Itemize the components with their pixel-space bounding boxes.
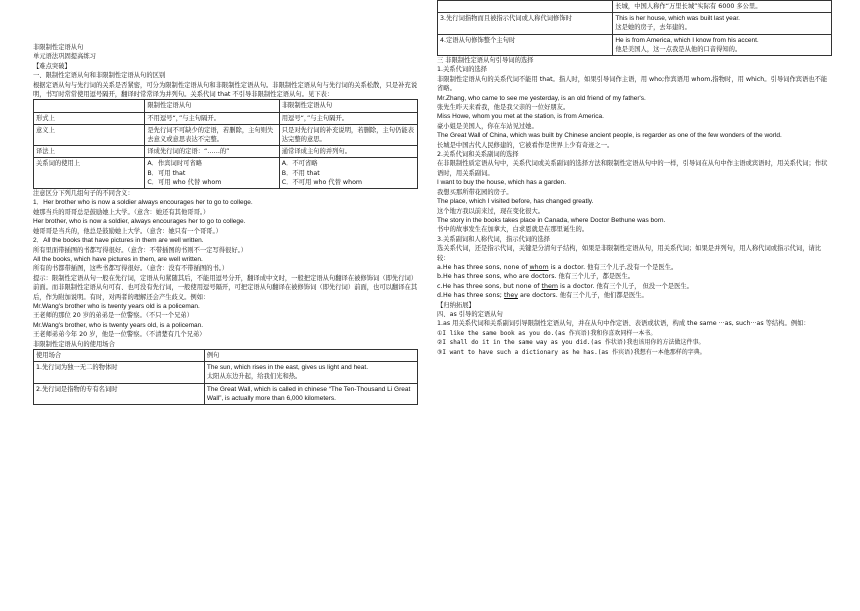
example-sentence: He is from America, which I know from his accent. <box>615 36 759 44</box>
tip-paragraph: 提示：限制性定语从句一般在先行词，定语从句紧随其后，不能用逗号分开，翻译成中文时，一般把定语从句翻译在被修饰词（即先行词）前面。而非限制性定语从句可有、也可没有先行词，一般使用逗号隔开，可把定语从句翻译在被修饰词（即先行词）前面，也可以翻译在其后，作为附加说明。有时，对两者的理解还会产生歧义。例如： <box>33 274 418 301</box>
table-cell <box>145 158 279 189</box>
example-line: 王老师弟弟今年 20 岁，他是一位警察。（不清楚有几个兄弟） <box>33 331 206 339</box>
s3-2-heading: 2.关系代词和关系副词的选择 <box>437 151 519 159</box>
s3-1-heading: 1.关系代词的选择 <box>437 66 488 74</box>
example-line: The story in the books takes place in Canada, where Doctor Bethune was born. <box>437 216 666 224</box>
example-translation: 这是她的房子，去年建的。 <box>615 24 691 32</box>
table-cell: 译法上 <box>34 146 145 158</box>
left-column <box>33 0 418 405</box>
table-cell: 是先行词不可缺少的定语，若删除，主句则失去意义或意思表达不完整。 <box>145 124 279 145</box>
compare-table <box>33 99 418 189</box>
note-line: 所有里面带插图的书都写得很好。（意含：不带插图的书则不一定写得很好。） <box>33 246 248 254</box>
example-line: Mr.Wang's brother, who is twenty years old, is a policeman. <box>33 321 204 329</box>
example-line: ③I want to have such a dictionary as he has.(as 作宾语)我想有一本他那样的字典。 <box>437 348 706 356</box>
table-cell: 1.先行词为独一无二的物体时 <box>34 362 205 383</box>
table-cell: 不用逗号“，”与主句隔开。 <box>145 112 279 124</box>
usage-item: A．作宾词时可省略 <box>147 160 203 168</box>
table-row <box>34 124 418 145</box>
table-row <box>34 146 418 158</box>
example-line: 书中的故事发生在加拿大，白求恩就是在那里诞生的。 <box>437 226 589 234</box>
table-cell: 使用场合 <box>34 349 205 361</box>
example-sentence: The sun, which rises in the east, gives us light and heat. <box>206 364 369 372</box>
table-row <box>34 112 418 124</box>
table-cell: 长城，中国人称作“万里长城”实际有 6000 多公里。 <box>613 1 832 13</box>
example-line: Miss Howe, whom you met at the station, is from America. <box>437 113 604 121</box>
table-row <box>438 1 832 13</box>
example-line: The Great Wall of China, which was built by Chinese ancient people, is regarder as one of the few wonders of the world. <box>437 132 782 140</box>
table-cell: 3.先行词指物而且被指示代词或人称代词修饰时 <box>438 13 613 34</box>
compare-example <box>437 272 832 281</box>
example-line: ②I shall do it in the same way as you did.(as 作状语)我也该用你的方法做这件事。 <box>437 339 705 347</box>
s4-text: 1.as 用关系代词和关系副词引导限制性定语从句，并在从句中作定语、表语或状语，构成 the same ···as, such···as 等结构。例如： <box>437 320 810 328</box>
example-line: 我想买那所带花园的房子。 <box>437 188 513 196</box>
note-line: 注意区分下列几组句子的不同含义： <box>33 190 134 198</box>
section3-heading: 三 非限制性定语从句引导词的选择 <box>437 57 534 65</box>
doc-title: 非限制性定语从句 <box>33 44 84 51</box>
example-line: Mr.Wang's brother who is twenty years old is a policeman. <box>33 302 200 310</box>
compare-example-pre: b.He has three sons, who are doctors. 他有三个儿子，都是医生。 <box>437 273 635 281</box>
s3-2-text: 在非限制性质定语从句中，关系代词或关系副词的选择方法和限制性定语从句中的一样，引导词在从句中作主语或宾语时，用关系代词；作状语时，用关系副词。 <box>437 160 828 177</box>
example-line: 这个地方我以前来过，现在变化很大。 <box>437 207 545 215</box>
compare-example <box>437 291 832 300</box>
occasion-table <box>33 349 418 405</box>
table-row <box>34 383 418 404</box>
table-row <box>438 34 832 55</box>
example-line: The place, which I visited before, has changed greatly. <box>437 198 594 206</box>
table-cell: 2.先行词是指物的专有名词时 <box>34 383 205 404</box>
table-cell: 意义上 <box>34 124 145 145</box>
note-line: 2．All the books that have pictures in them are well written. <box>33 237 204 245</box>
s3-3-text: 选关系代词，还是指示代词，关键是分清句子结构，如果是非限制性定语从句，用关系代词；如果是并列句，用人称代词或指示代词，请比较： <box>437 245 822 262</box>
example-line: Mr.Zhang, who came to see me yesterday, is an old friend of my father's. <box>437 94 646 102</box>
table-cell: 只是对先行词的补充说明，若删除，主句仍能表达完整的意思。 <box>279 124 417 145</box>
compare-example-post: are doctors. 他有三个儿子，他们都是医生。 <box>518 292 648 300</box>
compare-example-underlined: they <box>503 292 518 300</box>
table-cell <box>613 34 832 55</box>
example-translation: 太阳从东边升起，给我们光和热。 <box>206 373 302 381</box>
tag-difficulty: 【难点突破】 <box>33 62 71 70</box>
compare-example <box>437 263 832 272</box>
table-cell: 限制性定语从句 <box>145 100 279 112</box>
table-row <box>34 158 418 189</box>
example-line: 王老师的那位 20 岁的弟弟是一位警察。（不只一个兄弟） <box>33 312 193 320</box>
note-line: 1．Her brother who is now a soldier always encourages her to go to college. <box>33 199 253 207</box>
usage-item: B．不用 that <box>281 169 320 177</box>
example-line: 长城是中国古代人民修建的，它被看作是世界上少有奇迹之一。 <box>437 141 614 149</box>
s3-1-text: 非限制性定语从句的关系代词不能用 that。指人时，如果引导词作主语，用 who;作宾语用 whom,指物时，用 which。引导词作宾语也不能省略。 <box>437 75 828 93</box>
compare-example-post: is a doctor. 他有三个儿子， 但没一个是医生。 <box>557 282 693 290</box>
doc-subtitle: 单元语法巩固提高练习 <box>33 53 96 61</box>
note-line: 所有的书都带插图，这些书都写得很好。（意含：没有不带插图的书。） <box>33 265 229 273</box>
table-cell: 非限制性定语从句 <box>279 100 417 112</box>
table-cell: 例句 <box>204 349 417 361</box>
note-line: Her brother, who is now a soldier, always encourages her to go to college. <box>33 218 246 226</box>
occasion-heading: 非限制性定语从句的使用场合 <box>33 340 115 348</box>
compare-example-post: is a doctor. 他有三个儿子,没有一个是医生。 <box>548 263 678 271</box>
table-cell <box>438 1 613 13</box>
note-line: 她那当兵的哥哥总是鼓励她上大学。（意含：她还有其他哥哥。） <box>33 208 210 216</box>
tag-summary: 【归纳拓展】 <box>437 301 475 309</box>
table-cell <box>613 13 832 34</box>
example-sentence: The Great Wall, which is called in chinese “The Ten-Thousand Li Great Wall”, is actually more than 6,000 kilometers. <box>206 385 411 402</box>
example-line: 豪小姐是美国人，你在车站见过她。 <box>437 122 538 130</box>
section1-heading: 一、限制性定语从句和非限制性定语从句的区别 <box>33 72 166 80</box>
table-cell: 关系词的使用上 <box>34 158 145 189</box>
table-cell: 通常译成主句的并列句。 <box>279 146 417 158</box>
example-line: ①I like the same book as you do.(as 作宾语)我和你喜欢同样一本书。 <box>437 329 657 337</box>
usage-item: B．可用 that <box>147 169 186 177</box>
table-cell: 译成先行词的定语：“……的” <box>145 146 279 158</box>
table-cell <box>34 100 145 112</box>
table-cell: 4.定语从句修饰整个主句时 <box>438 34 613 55</box>
occasion-table-continued <box>437 0 832 56</box>
example-translation: 他是美国人，这一点我是从他的口音得知的。 <box>615 45 742 53</box>
table-row <box>34 100 418 112</box>
usage-item: C．可用 who 代替 whom <box>147 178 222 186</box>
compare-example-pre: d.He has three sons; <box>437 292 504 300</box>
compare-example-underlined: whom <box>529 263 549 271</box>
example-sentence: This is her house, which was built last year. <box>615 15 740 23</box>
usage-item: A．不可省略 <box>281 160 318 168</box>
right-column <box>437 0 832 357</box>
usage-item: C．不可用 who 代替 whom <box>281 178 363 186</box>
example-line: 张先生昨天来看我，他是我父亲的一位好朋友。 <box>437 104 570 112</box>
table-row <box>438 13 832 34</box>
section1-intro: 根据定语从句与先行词的关系是否紧密，可分为限制性定语从句和非限制性定语从句。非限制性定语从句与先行词的关系松散，只是补充说明，书写时常常使用逗号隔开，翻译时常常译为并列句。关系代词 that 不引导非限制性定语从句。见下表： <box>33 81 418 99</box>
table-cell <box>204 362 417 383</box>
table-cell <box>204 383 417 404</box>
table-row <box>34 362 418 383</box>
table-cell: 用逗号“，”与主句隔开。 <box>279 112 417 124</box>
compare-example-pre: a.He has three sons, none of <box>437 263 530 271</box>
example-line: I want to buy the house, which has a garden. <box>437 179 567 187</box>
note-line: All the books, which have pictures in them, are well written. <box>33 255 203 263</box>
s3-3-heading: 3.关系副词和人称代词，指示代词的选择 <box>437 235 551 243</box>
s4-heading: 四、as 引导的定语从句 <box>437 310 503 318</box>
note-line: 她哥哥是当兵的，他总是鼓励她上大学。（意含：她只有一个哥哥。） <box>33 227 222 235</box>
table-row <box>34 349 418 361</box>
compare-example <box>437 282 832 291</box>
compare-example-pre: c.He has three sons, but none of <box>437 282 542 290</box>
compare-example-underlined: them <box>541 282 558 290</box>
table-cell: 形式上 <box>34 112 145 124</box>
table-cell <box>279 158 417 189</box>
